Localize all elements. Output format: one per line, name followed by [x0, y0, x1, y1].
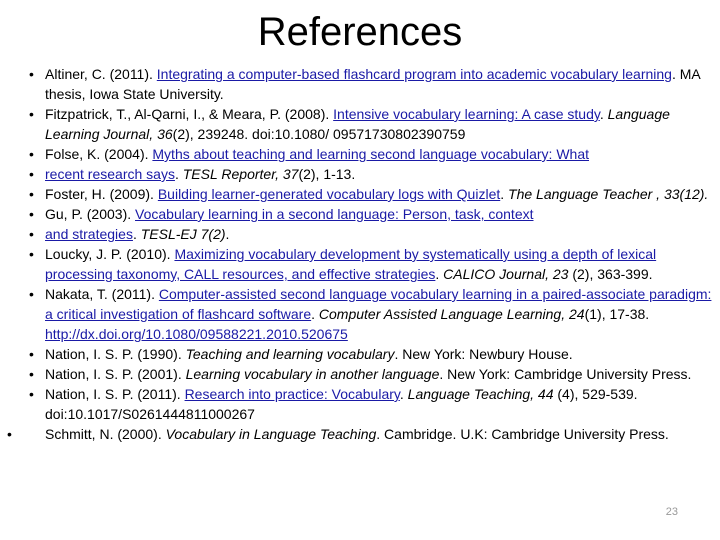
ref-text: (2), 363-399.: [568, 266, 653, 282]
ref-source: Computer Assisted Language Learning, 24: [318, 306, 585, 322]
ref-link[interactable]: and strategies: [45, 226, 133, 242]
ref-text: . Cambridge. U.K: Cambridge University Press.: [376, 426, 669, 442]
reference-item: [25, 364, 715, 384]
ref-text: Nation, I. S. P. (1990).: [45, 346, 186, 362]
ref-text: Nation, I. S. P. (2011).: [45, 386, 185, 402]
ref-link[interactable]: Building learner-generated vocabulary logs with Quizlet: [157, 186, 501, 202]
ref-text: Altiner, C. (2011).: [45, 66, 157, 82]
ref-link[interactable]: Vocabulary learning in a second language: Person, task, context: [135, 206, 534, 222]
ref-text: Nakata, T. (2011).: [45, 286, 159, 302]
ref-text: .: [500, 186, 509, 202]
ref-text: .: [311, 306, 319, 322]
ref-source: Language Teaching, 44: [407, 386, 554, 402]
reference-item: [25, 64, 715, 104]
ref-text: . New York: Cambridge University Press.: [439, 366, 692, 382]
ref-link[interactable]: Intensive vocabulary learning: A case study: [333, 106, 600, 122]
reference-item: [25, 104, 715, 144]
ref-source: The Language Teacher , 33(12).: [508, 186, 709, 202]
ref-text: Schmitt, N. (2000).: [45, 426, 166, 442]
ref-source: CALICO Journal, 23: [443, 266, 569, 282]
ref-text: (4), 529-539. doi:10.1017/S0261444811000267: [45, 386, 638, 422]
reference-item: [25, 384, 715, 424]
page-number: 23: [665, 506, 678, 518]
reference-item: [25, 344, 715, 364]
ref-text: Folse, K. (2004).: [45, 146, 153, 162]
ref-link[interactable]: Computer-assisted second language vocabulary learning in a paired-associate paradigm: a critical investigation of flashcard software: [45, 286, 712, 322]
ref-link[interactable]: recent research says: [45, 166, 175, 182]
ref-text: Fitzpatrick, T., Al-Qarni, I., & Meara, P. (2008).: [45, 106, 334, 122]
reference-item: [25, 164, 715, 184]
ref-text: (2), 239248. doi:10.1080/ 09571730802390759: [172, 126, 466, 142]
ref-source: Vocabulary in Language Teaching: [165, 426, 377, 442]
ref-text: .: [225, 226, 230, 242]
ref-text: . MA thesis, Iowa State University.: [45, 66, 700, 102]
reference-item: [25, 424, 715, 444]
ref-text: .: [399, 386, 408, 402]
ref-link[interactable]: Research into practice: Vocabulary: [184, 386, 400, 402]
ref-text: .: [132, 226, 141, 242]
ref-source: TESL Reporter, 37: [182, 166, 299, 182]
reference-item: [25, 144, 715, 164]
doi-link[interactable]: http://dx.doi.org/10.1080/09588221.2010.520675: [45, 326, 348, 342]
ref-source: Language Learning Journal, 36: [45, 106, 670, 142]
ref-text: .: [174, 166, 183, 182]
reference-item: [25, 224, 715, 244]
ref-text: Nation, I. S. P. (2001).: [45, 366, 186, 382]
ref-link[interactable]: Integrating a computer-based flashcard program into academic vocabulary learning: [156, 66, 672, 82]
ref-source: TESL-EJ 7(2): [140, 226, 226, 242]
reference-list: [25, 64, 715, 444]
ref-source: Learning vocabulary in another language: [185, 366, 440, 382]
ref-text: (1), 17-38.: [584, 306, 650, 322]
reference-item: [25, 284, 715, 344]
ref-text: .: [599, 106, 608, 122]
reference-item: [25, 244, 715, 284]
ref-source: Teaching and learning vocabulary: [185, 346, 395, 362]
ref-text: Gu, P. (2003).: [45, 206, 136, 222]
reference-item: [25, 184, 715, 204]
reference-item: [25, 204, 715, 224]
ref-text: (2), 1-13.: [298, 166, 356, 182]
ref-text: Foster, H. (2009).: [45, 186, 158, 202]
ref-text: .: [435, 266, 444, 282]
slide-title: References: [257, 10, 463, 54]
ref-link[interactable]: Maximizing vocabulary development by systematically using a depth of lexical processing taxonomy, CALL resources, and effective strategies: [45, 246, 657, 282]
ref-text: . New York: Newbury House.: [394, 346, 573, 362]
ref-text: Loucky, J. P. (2010).: [45, 246, 175, 262]
ref-link[interactable]: Myths about teaching and learning second language vocabulary: What: [152, 146, 590, 162]
